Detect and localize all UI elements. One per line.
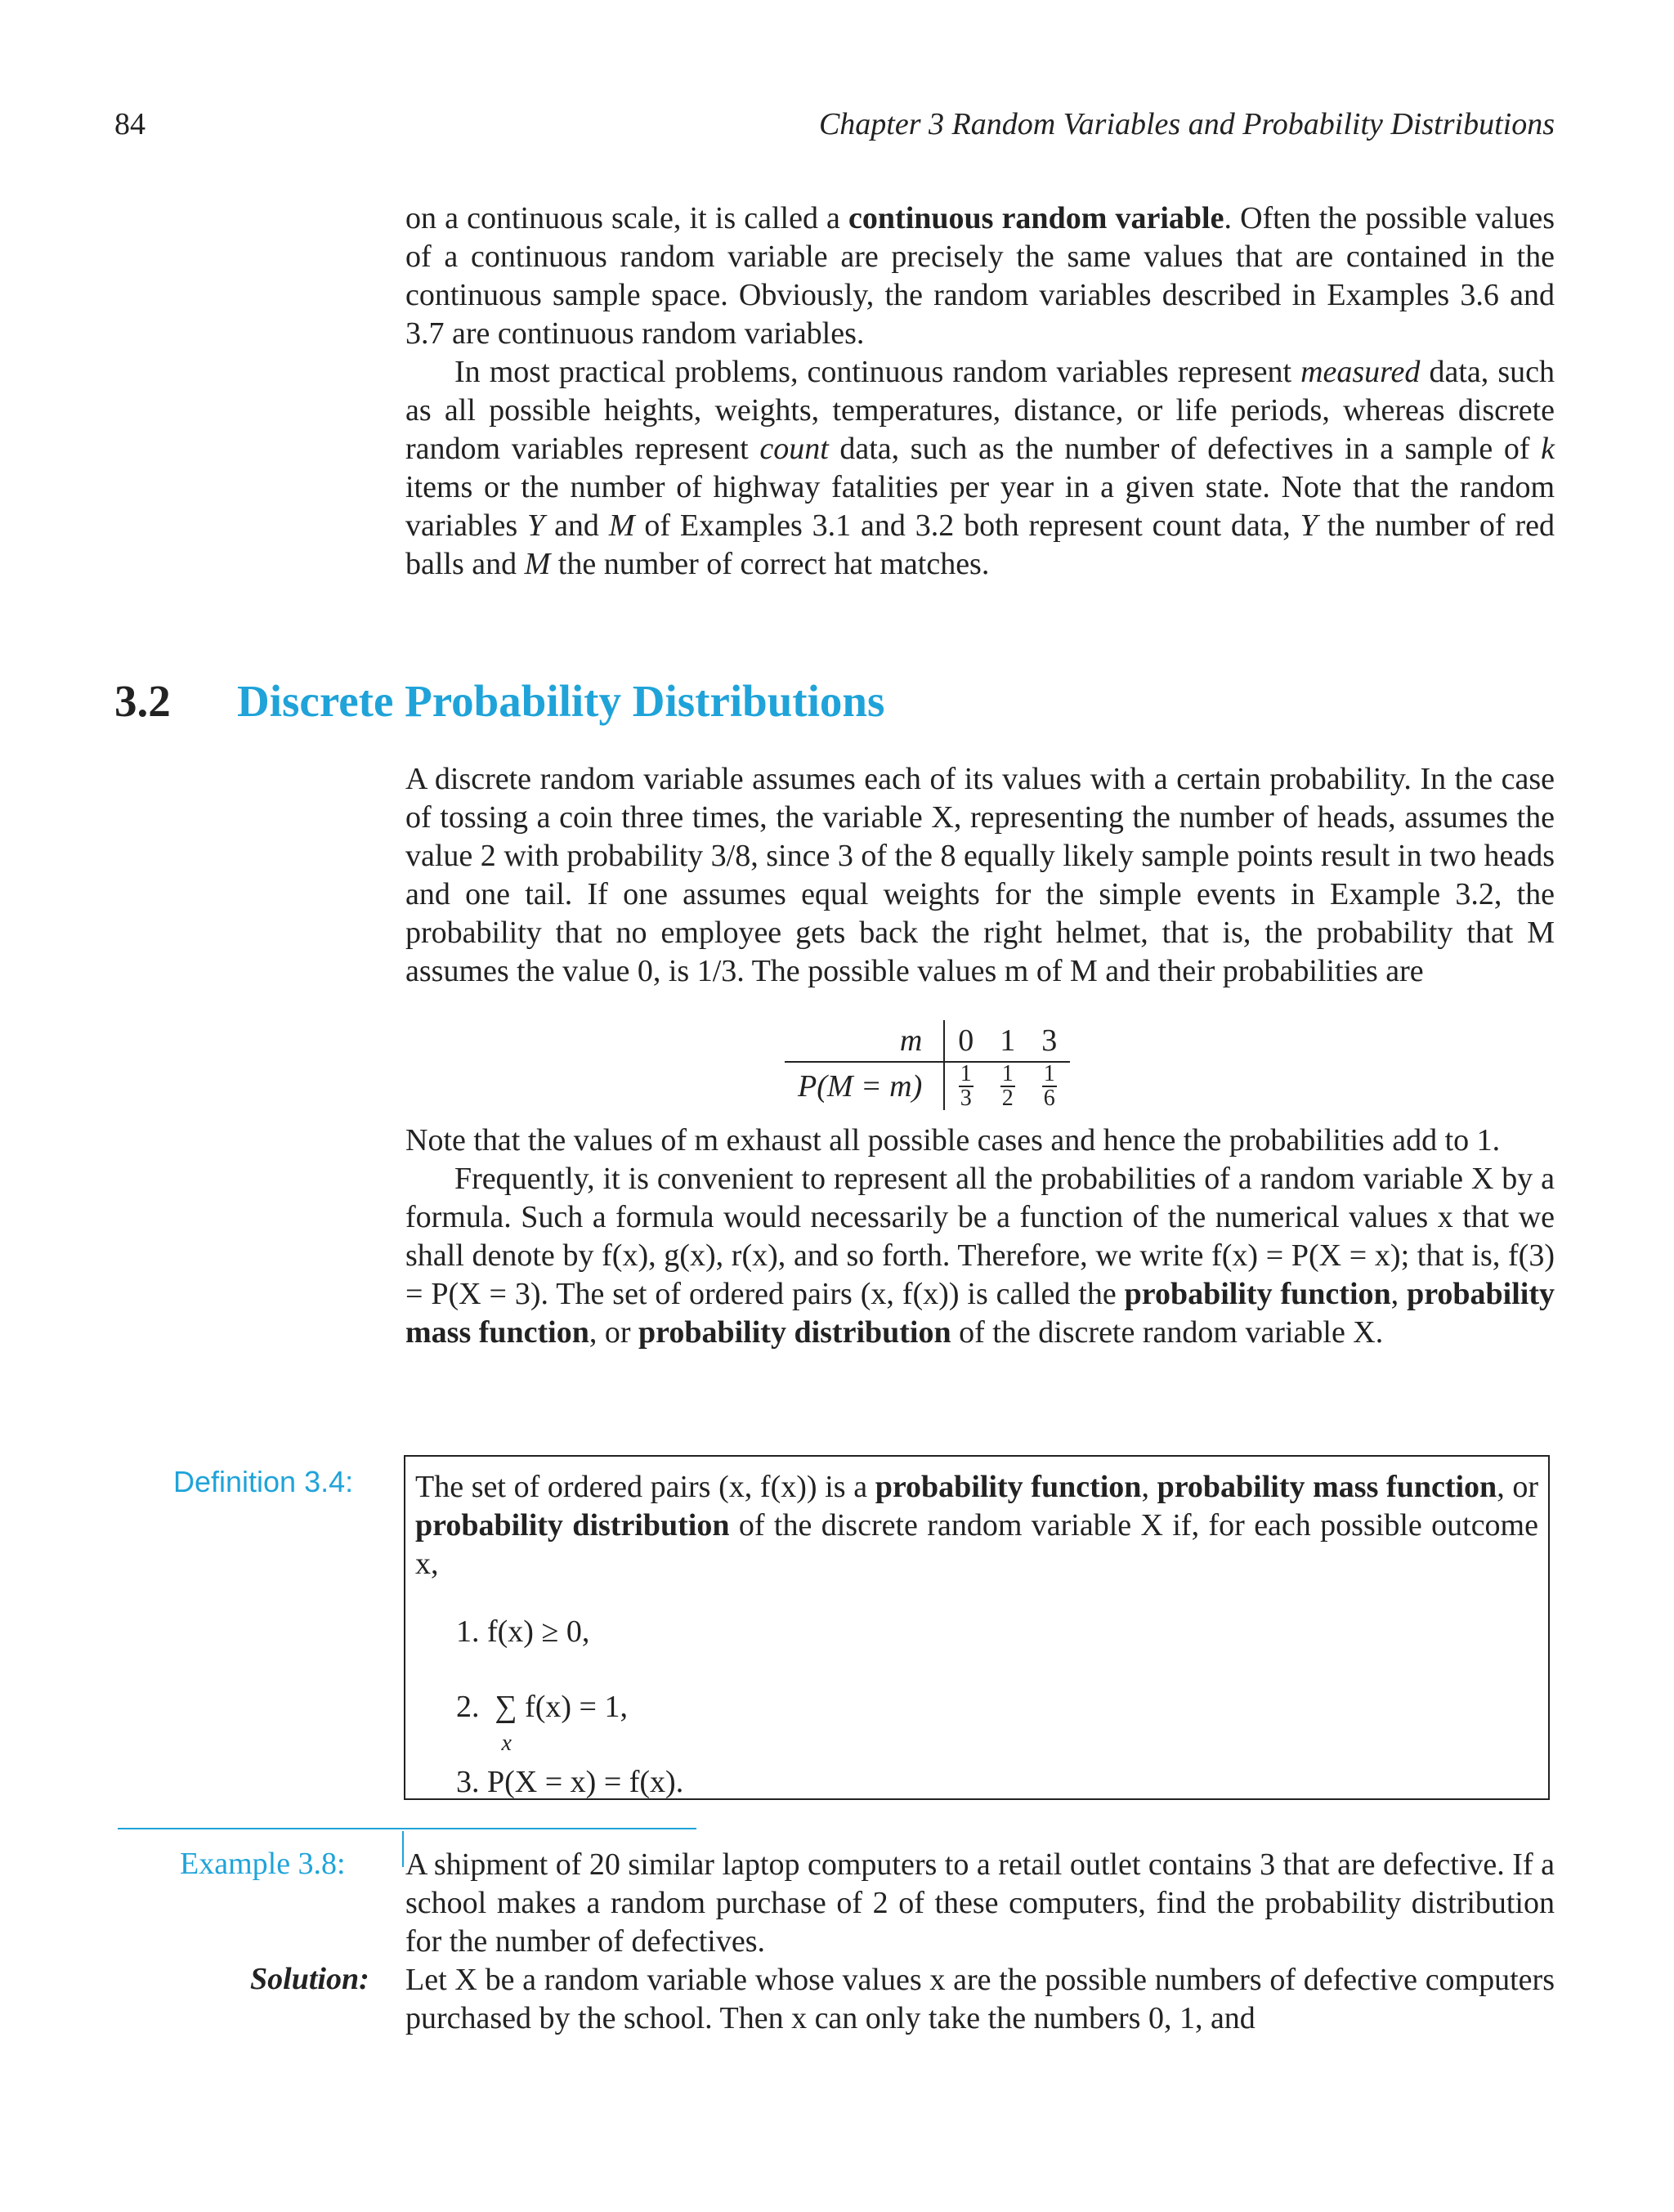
denominator: 2 — [1001, 1086, 1014, 1111]
section-title: Discrete Probability Distributions — [237, 676, 885, 726]
text-span: data, such as the number of defectives in a sample of — [828, 432, 1542, 466]
section-intro — [405, 760, 1555, 991]
text-span: . Often the possible values of a continuous random variable are precisely the same values that are contained in the continuous sample space. Obviously, the random variables described in Examples 3.6 and 3.7 are continuous random variables. — [405, 201, 1555, 351]
fraction — [1000, 1063, 1015, 1110]
term-probability-function: probability function — [875, 1470, 1142, 1504]
text-span: , — [1141, 1470, 1157, 1504]
solution-label: Solution: — [250, 1962, 369, 1996]
definition-label: Definition 3.4: — [173, 1465, 354, 1498]
denominator: 3 — [960, 1086, 972, 1111]
table-prob-1 — [987, 1062, 1028, 1110]
condition-2 — [456, 1688, 1538, 1763]
section-number: 3.2 — [114, 676, 171, 726]
intro-paragraph-1 — [405, 199, 1555, 353]
table-header-probability: P(M = m) — [785, 1062, 944, 1110]
term-probability-mass-function: probability mass function — [1157, 1470, 1497, 1504]
text-span: of Examples 3.1 and 3.2 both represent count data, — [634, 508, 1300, 543]
section-body — [405, 1122, 1555, 1352]
text-span: of the discrete random variable X if, for each possible outcome x, — [415, 1508, 1538, 1581]
example-rule — [118, 1828, 696, 1829]
text-span: , or — [589, 1315, 639, 1350]
sigma: ∑ — [495, 1690, 517, 1724]
fraction — [959, 1063, 974, 1110]
text-span: , or — [1497, 1470, 1538, 1504]
text-span: , — [1390, 1277, 1408, 1311]
condition-3: 3. P(X = x) = f(x). — [456, 1765, 684, 1799]
text-span: Frequently, it is convenient to represent all the probabilities of a random variable X by a formula. Such a formula would necessarily be a function of the numerical values x that we shall denote by f(x), g(x), r(x), and so forth. Therefore, we write f(x) = P(X = x); that is, f(3) = P(X = 3). The set of ordered pairs (x, f(x)) is called the — [405, 1162, 1555, 1311]
definition-conditions — [415, 1613, 1538, 1838]
condition-1: 1. f(x) ≥ 0, — [456, 1614, 590, 1649]
page-number: 84 — [114, 107, 145, 141]
body-paragraph-1: A discrete random variable assumes each of its values with a certain probability. In the case of tossing a coin three times, the variable X, representing the number of heads, assumes the value 2 with probability 3/8, since 3 of the 8 equally likely sample points result in two heads and one tail. If one assumes equal weights for the simple events in Example 3.2, the probability that no employee gets back the right helmet, that is, the probability that M assumes the value 0, is 1/3. The possible values m of M and their probabilities are — [405, 762, 1555, 988]
probability-table — [785, 1020, 1070, 1110]
term-probability-distribution: probability distribution — [415, 1508, 730, 1543]
intro-text — [405, 199, 1555, 584]
body-paragraph-2: Note that the values of m exhaust all possible cases and hence the probabilities add to 1. — [405, 1123, 1501, 1157]
example-label: Example 3.8: — [180, 1847, 346, 1881]
term-continuous-random-variable: continuous random variable — [848, 201, 1224, 235]
example-marker — [402, 1831, 404, 1867]
solution-text: Let X be a random variable whose values x are the possible numbers of defective computers purchased by the school. Then x can only take the numbers 0, 1, and — [405, 1963, 1555, 2035]
term-probability-function: probability function — [1124, 1277, 1391, 1311]
table-prob-0 — [944, 1062, 987, 1110]
text-span: the number of correct hat matches. — [550, 547, 990, 581]
definition-box — [404, 1455, 1550, 1800]
condition-expression: f(x) = 1, — [517, 1690, 628, 1724]
summation-index: x — [501, 1731, 512, 1756]
text-span: items or the number of highway fatalities per year in a given state. Note that the random variables — [405, 470, 1555, 543]
emphasis-measured: measured — [1300, 355, 1421, 389]
table-header-m: m — [785, 1020, 944, 1062]
text-span: on a continuous scale, it is called a — [405, 201, 849, 235]
numerator: 1 — [1043, 1061, 1055, 1086]
text-span: the number of red balls and — [405, 508, 1555, 581]
math-Y: Y — [527, 508, 545, 543]
math-k: k — [1541, 432, 1555, 466]
body-paragraph-3 — [405, 1160, 1555, 1352]
text-span: In most practical problems, continuous random variables represent — [454, 355, 1301, 389]
intro-paragraph-2 — [405, 353, 1555, 584]
table-prob-3 — [1028, 1062, 1070, 1110]
text-span: data, such as all possible heights, weights, temperatures, distance, or life periods, whereas discrete random variables represent — [405, 355, 1555, 466]
section-heading — [114, 675, 884, 727]
condition-number: 2. — [456, 1690, 480, 1724]
table-value-0: 0 — [944, 1020, 987, 1062]
text-span: and — [544, 508, 609, 543]
math-M: M — [608, 508, 635, 543]
text-span: The set of ordered pairs (x, f(x)) is a — [415, 1470, 875, 1504]
math-M: M — [524, 547, 551, 581]
example-text: A shipment of 20 similar laptop computers to a retail outlet contains 3 that are defective. If a school makes a random purchase of 2 of these computers, find the probability distribution for the number of defectives. — [405, 1847, 1555, 1959]
term-probability-distribution: probability distribution — [638, 1315, 951, 1350]
text-span: of the discrete random variable X. — [951, 1315, 1384, 1350]
math-Y: Y — [1300, 508, 1318, 543]
denominator: 6 — [1043, 1086, 1055, 1111]
fraction — [1042, 1063, 1057, 1110]
numerator: 1 — [960, 1061, 972, 1086]
table-value-3: 3 — [1028, 1020, 1070, 1062]
summation-symbol — [495, 1688, 517, 1756]
term-probability-mass-function: probability mass function — [405, 1277, 1555, 1350]
numerator: 1 — [1001, 1061, 1014, 1086]
emphasis-count: count — [759, 432, 829, 466]
definition-text — [415, 1468, 1538, 1583]
chapter-header: Chapter 3 Random Variables and Probability Distributions — [818, 107, 1555, 141]
table-value-1: 1 — [987, 1020, 1028, 1062]
